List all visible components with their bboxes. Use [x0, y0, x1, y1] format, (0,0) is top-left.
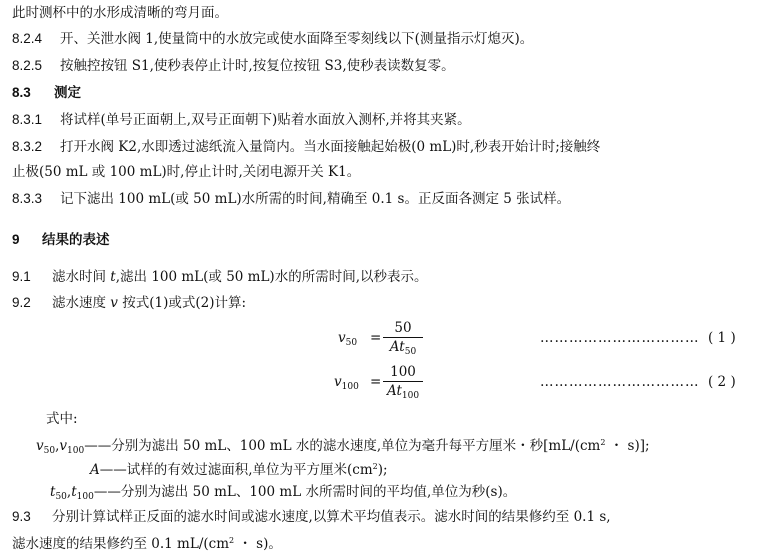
fraction-bar	[383, 337, 423, 338]
definition-text: 试样的有效过滤面积,单位为平方厘米(cm	[126, 462, 373, 478]
symbol: $v_{50},v_{100}$	[36, 438, 85, 456]
clause-text: 分别计算试样正反面的滤水时间或滤水速度,以算术平均值表示。滤水时间的结果修约至 0.1 s,	[52, 509, 611, 525]
clause-text: 按式(1)或式(2)计算:	[117, 295, 247, 311]
symbol: $t_{50},t_{100}$	[50, 484, 94, 502]
clause-8-3-2-continued	[12, 163, 748, 181]
clause-8-2-4	[12, 30, 748, 48]
definition-a: A——试样的有效过滤面积,单位为平方厘米$(cm^2)$;	[90, 462, 388, 478]
clause-number: 9.1	[12, 269, 31, 284]
equation-number: ( 1 )	[708, 330, 736, 346]
equals-sign: =	[370, 374, 382, 390]
symbol: A	[90, 462, 100, 478]
clause-number: 8.3.2	[12, 139, 43, 154]
equation-1	[0, 320, 758, 358]
leader-dots: ……………………………	[540, 374, 700, 390]
paragraph-text: 此时测杯中的水形成清晰的弯月面。	[12, 5, 228, 21]
where-label: 式中:	[46, 411, 78, 427]
section-title: 结果的表述	[42, 232, 110, 248]
paragraph-continuation	[12, 4, 748, 22]
clause-number: 9.2	[12, 295, 31, 310]
clause-number: 9.3	[12, 509, 31, 524]
clause-text: 将试样(单号正面朝上,双号正面朝下)贴着水面放入测杯,并将其夹紧。	[60, 112, 471, 128]
clause-8-3-1	[12, 111, 748, 129]
clause-8-3-2	[12, 138, 748, 156]
equation-lhs: $v_{100}$	[334, 374, 359, 392]
section-number: 8.3	[12, 85, 31, 100]
clause-number: 8.3.1	[12, 112, 43, 127]
clause-number: 8.3.3	[12, 191, 43, 206]
variable-v: v	[110, 295, 118, 311]
clause-text: 开、关泄水阀 1,使量筒中的水放完或使水面降至零刻线以下(测量指示灯熄灭)。	[60, 31, 534, 47]
leader-dots: ……………………………	[540, 330, 700, 346]
clause-9-3-continued: 滤水速度的结果修约至 0.1 $mL/(cm^2$ ・ s)。	[12, 536, 282, 552]
clause-8-3-3	[12, 190, 748, 208]
fraction-denominator: $At_{50}$	[389, 339, 417, 357]
clause-number: 8.2.5	[12, 58, 43, 73]
definition-text: 分别为滤出 50 mL、100 mL 水所需时间的平均值,单位为秒(s)。	[120, 484, 517, 500]
equals-sign: =	[370, 330, 382, 346]
equation-lhs: $v_{50}$	[338, 330, 358, 348]
definition-t	[50, 483, 516, 506]
clause-text: 滤水速度	[52, 295, 111, 311]
variable-t: t	[110, 269, 116, 285]
clause-9-1	[12, 268, 748, 286]
clause-number: 8.2.4	[12, 31, 43, 46]
fraction-bar	[383, 381, 423, 382]
equation-number: ( 2 )	[708, 374, 736, 390]
definition-v: $v_{50},v_{100}——$分别为滤出 50 mL、100 mL 水的滤水速度,单位为毫升每平方厘米・秒[$mL/(cm^2$ ・ s)];	[36, 438, 650, 456]
equation-fraction	[383, 320, 423, 360]
fraction-numerator: 100	[390, 364, 416, 380]
dash: ——	[99, 462, 127, 478]
equation-2	[0, 364, 758, 402]
section-number: 9	[12, 232, 20, 247]
clause-text: 止极(50 mL 或 100 mL)时,停止计时,关闭电源开关 K1。	[12, 164, 361, 180]
clause-text: 打开水阀 K2,水即透过滤纸流入量筒内。当水面接触起始极(0 mL)时,秒表开始计时;接触终	[60, 139, 601, 155]
clause-9-3	[12, 508, 748, 526]
dash: ——	[84, 438, 112, 454]
section-9-heading	[12, 231, 748, 249]
clause-text: ,滤出 100 mL(或 50 mL)水的所需时间,以秒表示。	[115, 269, 428, 285]
clause-text: 按触控按钮 S1,使秒表停止计时,按复位按钮 S3,使秒表读数复零。	[60, 58, 455, 74]
clause-8-2-5	[12, 57, 748, 75]
definition-text: 分别为滤出 50 mL、100 mL 水的滤水速度,单位为毫升每平方厘米・秒[mL/(cm	[111, 438, 601, 454]
section-8-3-heading	[12, 84, 748, 102]
equation-fraction	[383, 364, 423, 404]
clause-text: 滤水速度的结果修约至 0.1 mL/(cm	[12, 536, 229, 552]
clause-9-2	[12, 294, 748, 312]
fraction-denominator: $At_{100}$	[386, 383, 420, 401]
fraction-numerator: 50	[394, 320, 412, 336]
section-title: 测定	[54, 85, 81, 101]
clause-text: 记下滤出 100 mL(或 50 mL)水所需的时间,精确至 0.1 s。正反面各测定 5 张试样。	[60, 191, 571, 207]
dash: ——	[93, 484, 121, 500]
clause-text: 滤水时间	[52, 269, 111, 285]
